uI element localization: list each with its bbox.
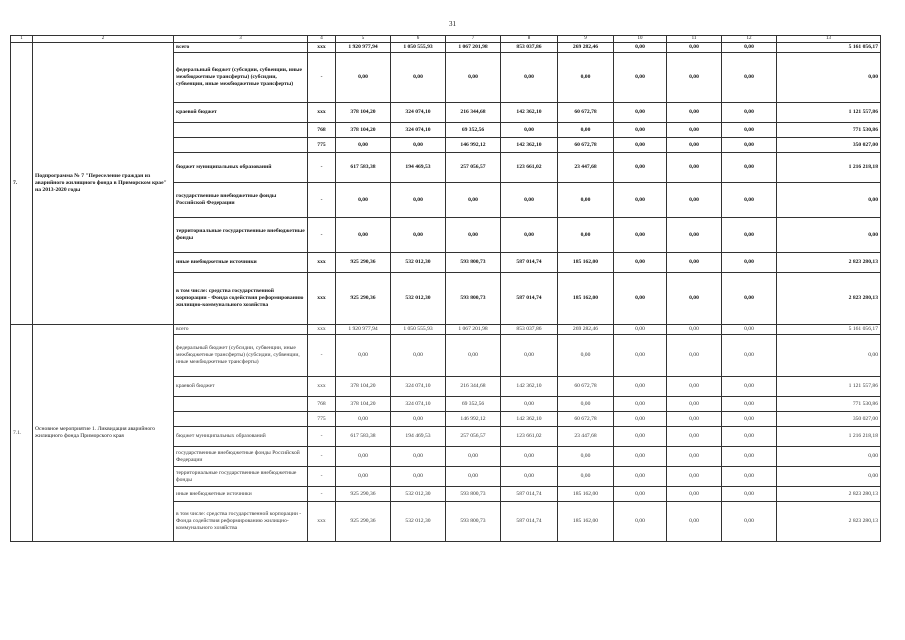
funding-source: иные внебюджетные источники [174, 253, 308, 273]
funding-source: бюджет муниципальных образований [174, 153, 308, 183]
year-value: 146 992,12 [446, 412, 501, 427]
year-value: 216 344,68 [446, 377, 501, 397]
year-value: 0,00 [722, 53, 777, 103]
year-value: 925 290,36 [336, 502, 391, 542]
total-value: 2 823 280,13 [777, 487, 881, 502]
year-value: 0,00 [722, 253, 777, 273]
year-value: 0,00 [446, 218, 501, 253]
table-row [11, 325, 881, 335]
year-value: 0,00 [446, 335, 501, 377]
year-value: 0,00 [501, 218, 558, 253]
year-value: 269 282,46 [558, 325, 614, 335]
budget-code: - [308, 335, 336, 377]
total-value: 350 027,00 [777, 412, 881, 427]
year-value: 185 162,00 [558, 502, 614, 542]
year-value: 593 800,73 [446, 487, 501, 502]
year-value: 0,00 [667, 377, 722, 397]
year-value: 194 469,53 [391, 427, 446, 447]
budget-code: - [308, 53, 336, 103]
year-value: 0,00 [667, 43, 722, 53]
budget-code: ххх [308, 325, 336, 335]
year-value: 0,00 [722, 325, 777, 335]
year-value: 0,00 [614, 183, 667, 218]
year-value: 0,00 [391, 335, 446, 377]
year-value: 0,00 [446, 53, 501, 103]
year-value: 0,00 [558, 335, 614, 377]
total-value: 0,00 [777, 447, 881, 467]
year-value: 378 104,20 [336, 397, 391, 412]
total-value: 0,00 [777, 218, 881, 253]
year-value: 0,00 [722, 397, 777, 412]
column-number-row [11, 36, 881, 43]
year-value: 0,00 [667, 325, 722, 335]
year-value: 123 661,02 [501, 427, 558, 447]
column-number-10: 10 [614, 36, 667, 43]
year-value: 0,00 [614, 218, 667, 253]
total-value: 2 823 280,13 [777, 273, 881, 325]
year-value: 0,00 [336, 183, 391, 218]
year-value: 60 672,78 [558, 138, 614, 153]
year-value: 0,00 [336, 467, 391, 487]
page-number: 31 [449, 20, 456, 28]
year-value: 378 104,20 [336, 103, 391, 123]
year-value: 0,00 [614, 377, 667, 397]
year-value: 0,00 [614, 412, 667, 427]
funding-source: иные внебюджетные источники [174, 487, 308, 502]
year-value: 0,00 [614, 53, 667, 103]
year-value: 60 672,78 [558, 103, 614, 123]
year-value: 0,00 [722, 218, 777, 253]
year-value: 0,00 [501, 53, 558, 103]
year-value: 0,00 [667, 397, 722, 412]
main-activity-7-1-block [11, 325, 881, 542]
year-value: 324 074,10 [391, 377, 446, 397]
year-value: 0,00 [501, 183, 558, 218]
year-value: 617 583,38 [336, 427, 391, 447]
year-value: 0,00 [667, 502, 722, 542]
column-number-5: 5 [336, 36, 391, 43]
funding-source: территориальные государственные внебюджетные фонды [174, 218, 308, 253]
year-value: 0,00 [667, 273, 722, 325]
year-value: 0,00 [336, 447, 391, 467]
year-value: 853 037,86 [501, 43, 558, 53]
year-value: 142 362,10 [501, 377, 558, 397]
year-value: 0,00 [614, 43, 667, 53]
year-value: 853 037,86 [501, 325, 558, 335]
funding-source: территориальные государственные внебюджетные фонды [174, 467, 308, 487]
funding-source: государственные внебюджетные фонды Российской Федерации [174, 447, 308, 467]
column-number-1: 1 [11, 36, 33, 43]
budget-code: ххх [308, 502, 336, 542]
year-value: 0,00 [614, 447, 667, 467]
year-value: 324 074,10 [391, 103, 446, 123]
column-number-9: 9 [558, 36, 614, 43]
year-value: 532 012,30 [391, 273, 446, 325]
year-value: 587 014,74 [501, 502, 558, 542]
year-value: 0,00 [336, 335, 391, 377]
budget-code: ххх [308, 253, 336, 273]
column-number-2: 2 [33, 36, 174, 43]
table-row [11, 43, 881, 53]
budget-code: 775 [308, 138, 336, 153]
year-value: 0,00 [558, 447, 614, 467]
budget-code: 768 [308, 123, 336, 138]
total-value: 0,00 [777, 335, 881, 377]
year-value: 0,00 [614, 427, 667, 447]
year-value: 593 800,73 [446, 502, 501, 542]
year-value: 0,00 [722, 487, 777, 502]
year-value: 0,00 [614, 123, 667, 138]
funding-source [174, 138, 308, 153]
year-value: 593 800,73 [446, 253, 501, 273]
funding-source: федеральный бюджет (субсидии, субвенции, иные межбюджетные трансферты) (субсидии, субвенции, иные межбюджетные трансферты) [174, 335, 308, 377]
year-value: 925 290,36 [336, 487, 391, 502]
year-value: 0,00 [614, 397, 667, 412]
budget-code: - [308, 427, 336, 447]
year-value: 0,00 [722, 467, 777, 487]
year-value: 0,00 [722, 103, 777, 123]
year-value: 0,00 [501, 447, 558, 467]
column-number-7: 7 [446, 36, 501, 43]
year-value: 0,00 [391, 138, 446, 153]
year-value: 0,00 [722, 183, 777, 218]
year-value: 0,00 [558, 123, 614, 138]
budget-code: ххх [308, 273, 336, 325]
year-value: 0,00 [391, 467, 446, 487]
year-value: 324 074,10 [391, 123, 446, 138]
year-value: 593 800,73 [446, 273, 501, 325]
year-value: 1 050 555,93 [391, 43, 446, 53]
year-value: 23 447,68 [558, 427, 614, 447]
year-value: 1 067 201,98 [446, 43, 501, 53]
year-value: 0,00 [667, 138, 722, 153]
year-value: 0,00 [722, 335, 777, 377]
year-value: 0,00 [391, 218, 446, 253]
year-value: 185 162,00 [558, 273, 614, 325]
total-value: 2 823 280,13 [777, 502, 881, 542]
year-value: 0,00 [336, 53, 391, 103]
year-value: 0,00 [722, 123, 777, 138]
year-value: 324 074,10 [391, 397, 446, 412]
total-value: 1 216 218,18 [777, 427, 881, 447]
year-value: 0,00 [722, 502, 777, 542]
year-value: 1 050 555,93 [391, 325, 446, 335]
funding-source: краевой бюджет [174, 377, 308, 397]
year-value: 0,00 [667, 487, 722, 502]
year-value: 0,00 [667, 123, 722, 138]
total-value: 5 161 056,17 [777, 43, 881, 53]
year-value: 0,00 [614, 502, 667, 542]
year-value: 60 672,78 [558, 377, 614, 397]
year-value: 0,00 [391, 412, 446, 427]
total-value: 350 027,00 [777, 138, 881, 153]
year-value: 0,00 [614, 467, 667, 487]
program-title: Подпрограмма № 7 "Переселение граждан из аварийного жилищного фонда в Приморском крае" на 2013-2020 годы [33, 43, 174, 325]
budget-code: 768 [308, 397, 336, 412]
year-value: 142 362,10 [501, 103, 558, 123]
year-value: 269 282,46 [558, 43, 614, 53]
year-value: 0,00 [667, 103, 722, 123]
year-value: 0,00 [667, 183, 722, 218]
total-value: 1 216 218,18 [777, 153, 881, 183]
year-value: 23 447,68 [558, 153, 614, 183]
year-value: 0,00 [501, 335, 558, 377]
year-value: 69 352,56 [446, 123, 501, 138]
year-value: 0,00 [446, 467, 501, 487]
year-value: 0,00 [722, 377, 777, 397]
total-value: 771 530,86 [777, 123, 881, 138]
budget-code: - [308, 447, 336, 467]
column-number-13: 13 [777, 36, 881, 43]
year-value: 0,00 [667, 253, 722, 273]
year-value: 0,00 [614, 273, 667, 325]
total-value: 1 121 557,86 [777, 377, 881, 397]
year-value: 0,00 [501, 397, 558, 412]
year-value: 0,00 [558, 397, 614, 412]
year-value: 0,00 [501, 467, 558, 487]
year-value: 378 104,20 [336, 377, 391, 397]
column-number-4: 4 [308, 36, 336, 43]
year-value: 925 290,36 [336, 273, 391, 325]
year-value: 0,00 [722, 427, 777, 447]
year-value: 378 104,20 [336, 123, 391, 138]
budget-code: - [308, 467, 336, 487]
subprogram-7-block [11, 43, 881, 325]
funding-source [174, 123, 308, 138]
year-value: 216 344,68 [446, 103, 501, 123]
year-value: 0,00 [336, 218, 391, 253]
total-value: 2 823 280,13 [777, 253, 881, 273]
budget-code: ххх [308, 377, 336, 397]
year-value: 0,00 [667, 412, 722, 427]
program-title: Основное мероприятие 1. Ликвидация аварийного жилищного фонда Приморского края [33, 325, 174, 542]
budget-code: - [308, 487, 336, 502]
year-value: 0,00 [446, 447, 501, 467]
funding-source: бюджет муниципальных образований [174, 427, 308, 447]
budget-code: ххх [308, 103, 336, 123]
year-value: 532 012,30 [391, 487, 446, 502]
row-index: 7.1. [11, 325, 33, 542]
year-value: 0,00 [501, 123, 558, 138]
year-value: 0,00 [667, 218, 722, 253]
year-value: 0,00 [667, 447, 722, 467]
year-value: 587 014,74 [501, 253, 558, 273]
total-value: 0,00 [777, 183, 881, 218]
column-number-8: 8 [501, 36, 558, 43]
year-value: 257 056,57 [446, 427, 501, 447]
year-value: 146 992,12 [446, 138, 501, 153]
funding-source: государственные внебюджетные фонды Российской Федерации [174, 183, 308, 218]
year-value: 142 362,10 [501, 412, 558, 427]
year-value: 0,00 [558, 183, 614, 218]
year-value: 194 469,53 [391, 153, 446, 183]
year-value: 60 672,78 [558, 412, 614, 427]
funding-source: в том числе: средства государственной корпорации - Фонда содействия реформированию жилищно-коммунального хозяйства [174, 273, 308, 325]
budget-code: 775 [308, 412, 336, 427]
year-value: 185 162,00 [558, 487, 614, 502]
year-value: 0,00 [614, 138, 667, 153]
funding-source [174, 397, 308, 412]
budget-code: - [308, 218, 336, 253]
year-value: 0,00 [336, 138, 391, 153]
year-value: 0,00 [667, 467, 722, 487]
year-value: 0,00 [446, 183, 501, 218]
year-value: 1 067 201,98 [446, 325, 501, 335]
year-value: 617 583,38 [336, 153, 391, 183]
year-value: 0,00 [614, 335, 667, 377]
column-number-12: 12 [722, 36, 777, 43]
year-value: 0,00 [722, 153, 777, 183]
year-value: 0,00 [667, 153, 722, 183]
total-value: 0,00 [777, 467, 881, 487]
year-value: 0,00 [722, 447, 777, 467]
year-value: 1 920 977,94 [336, 325, 391, 335]
year-value: 0,00 [614, 487, 667, 502]
year-value: 0,00 [722, 412, 777, 427]
column-number-6: 6 [391, 36, 446, 43]
year-value: 0,00 [558, 218, 614, 253]
budget-table [10, 35, 881, 542]
budget-code: - [308, 183, 336, 218]
year-value: 0,00 [722, 273, 777, 325]
total-value: 0,00 [777, 53, 881, 103]
column-number-11: 11 [667, 36, 722, 43]
total-value: 5 161 056,17 [777, 325, 881, 335]
funding-source: всего [174, 43, 308, 53]
total-value: 771 530,86 [777, 397, 881, 412]
funding-source: федеральный бюджет (субсидии, субвенции, иные межбюджетные трансферты) (субсидии, субвенции, иные межбюджетные трансферты) [174, 53, 308, 103]
column-number-3: 3 [174, 36, 308, 43]
budget-code: - [308, 153, 336, 183]
year-value: 1 920 977,94 [336, 43, 391, 53]
row-index: 7. [11, 43, 33, 325]
year-value: 185 162,00 [558, 253, 614, 273]
year-value: 0,00 [614, 103, 667, 123]
funding-source: краевой бюджет [174, 103, 308, 123]
year-value: 0,00 [722, 43, 777, 53]
year-value: 123 661,02 [501, 153, 558, 183]
year-value: 0,00 [558, 53, 614, 103]
funding-source [174, 412, 308, 427]
year-value: 69 352,56 [446, 397, 501, 412]
year-value: 587 014,74 [501, 487, 558, 502]
year-value: 0,00 [614, 153, 667, 183]
year-value: 532 012,30 [391, 253, 446, 273]
year-value: 0,00 [722, 138, 777, 153]
year-value: 0,00 [391, 53, 446, 103]
year-value: 532 012,30 [391, 502, 446, 542]
year-value: 0,00 [614, 325, 667, 335]
year-value: 0,00 [391, 447, 446, 467]
year-value: 0,00 [667, 53, 722, 103]
year-value: 0,00 [336, 412, 391, 427]
funding-source: всего [174, 325, 308, 335]
year-value: 0,00 [667, 427, 722, 447]
year-value: 587 014,74 [501, 273, 558, 325]
year-value: 257 056,57 [446, 153, 501, 183]
year-value: 0,00 [391, 183, 446, 218]
year-value: 0,00 [614, 253, 667, 273]
total-value: 1 121 557,86 [777, 103, 881, 123]
year-value: 0,00 [558, 467, 614, 487]
year-value: 925 290,36 [336, 253, 391, 273]
year-value: 142 362,10 [501, 138, 558, 153]
year-value: 0,00 [667, 335, 722, 377]
funding-source: в том числе: средства государственной корпорации - Фонда содействия реформированию жилищно-коммунального хозяйства [174, 502, 308, 542]
budget-code: ххх [308, 43, 336, 53]
